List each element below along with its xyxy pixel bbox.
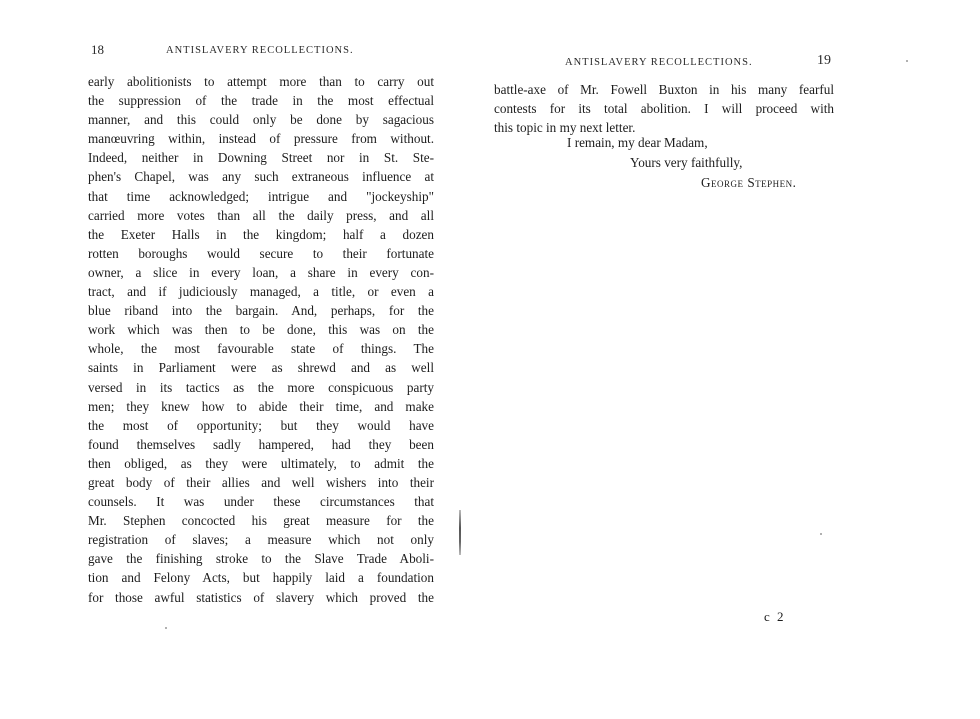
running-head: ANTISLAVERY RECOLLECTIONS. (565, 57, 753, 68)
text-line: that time acknowledged; intrigue and "jockeyship" (88, 188, 434, 204)
body-text (88, 72, 434, 607)
page-number: 18 (91, 42, 104, 57)
text-line: Mr. Stephen concocted his great measure for the (88, 513, 434, 529)
text-line: the most of opportunity; but they would have (88, 417, 434, 433)
text-line: owner, a slice in every loan, a share in every con- (88, 264, 434, 280)
text-line: then obliged, as they were ultimately, to admit the (88, 455, 434, 471)
text-line: manner, and this could only be done by sagacious (88, 112, 434, 128)
text-line: found themselves sadly hampered, had they been (88, 436, 434, 452)
text-line: phen's Chapel, was any such extraneous influence at (88, 169, 434, 185)
body-text (494, 80, 834, 137)
text-line: blue riband into the bargain. And, perhaps, for the (88, 303, 434, 319)
text-line: early abolitionists to attempt more than to carry out (88, 74, 434, 89)
text-line: manœuvring within, instead of pressure from without. (88, 131, 434, 147)
text-line: great body of their allies and well wishers into their (88, 474, 434, 490)
binding-shadow (459, 510, 461, 555)
scan-speck (906, 60, 908, 62)
right-page (470, 0, 980, 719)
page-number: 19 (817, 53, 831, 68)
text-line: rotten boroughs would secure to their fortunate (88, 245, 434, 261)
text-line: tract, and if judiciously managed, a title, or even a (88, 284, 434, 300)
text-line: contests for its total abolition. I will proceed with (494, 101, 834, 117)
left-page (0, 0, 460, 719)
text-line: work which was then to be done, this was on the (88, 322, 434, 338)
text-line: the suppression of the trade in the most effectual (88, 93, 434, 109)
text-line: the Exeter Halls in the kingdom; half a dozen (88, 226, 434, 242)
text-line: versed in its tactics as the more conspicuous party (88, 379, 434, 395)
closing-valediction: Yours very faithfully, (630, 155, 743, 170)
text-line: carried more votes than all the daily press, and all (88, 207, 434, 223)
text-line: Indeed, neither in Downing Street nor in St. Ste- (88, 150, 434, 166)
text-line: saints in Parliament were as shrewd and as well (88, 360, 434, 376)
text-line: for those awful statistics of slavery which proved the (88, 589, 434, 605)
signature: George Stephen. (701, 175, 797, 190)
text-line: battle-axe of Mr. Fowell Buxton in his many fearful (494, 82, 834, 97)
signature-mark: c 2 (764, 609, 786, 624)
text-line: this topic in my next letter. (494, 120, 636, 136)
text-line: men; they knew how to abide their time, and make (88, 398, 434, 414)
running-head: ANTISLAVERY RECOLLECTIONS. (166, 45, 354, 56)
closing-salutation: I remain, my dear Madam, (567, 135, 708, 150)
text-line: registration of slaves; a measure which not only (88, 532, 434, 548)
text-line: counsels. It was under these circumstances that (88, 494, 434, 510)
scan-speck (165, 627, 167, 629)
scan-speck (820, 533, 822, 535)
text-line: whole, the most favourable state of things. The (88, 341, 434, 357)
text-line: gave the finishing stroke to the Slave Trade Aboli- (88, 551, 434, 567)
text-line: tion and Felony Acts, but happily laid a foundation (88, 570, 434, 586)
